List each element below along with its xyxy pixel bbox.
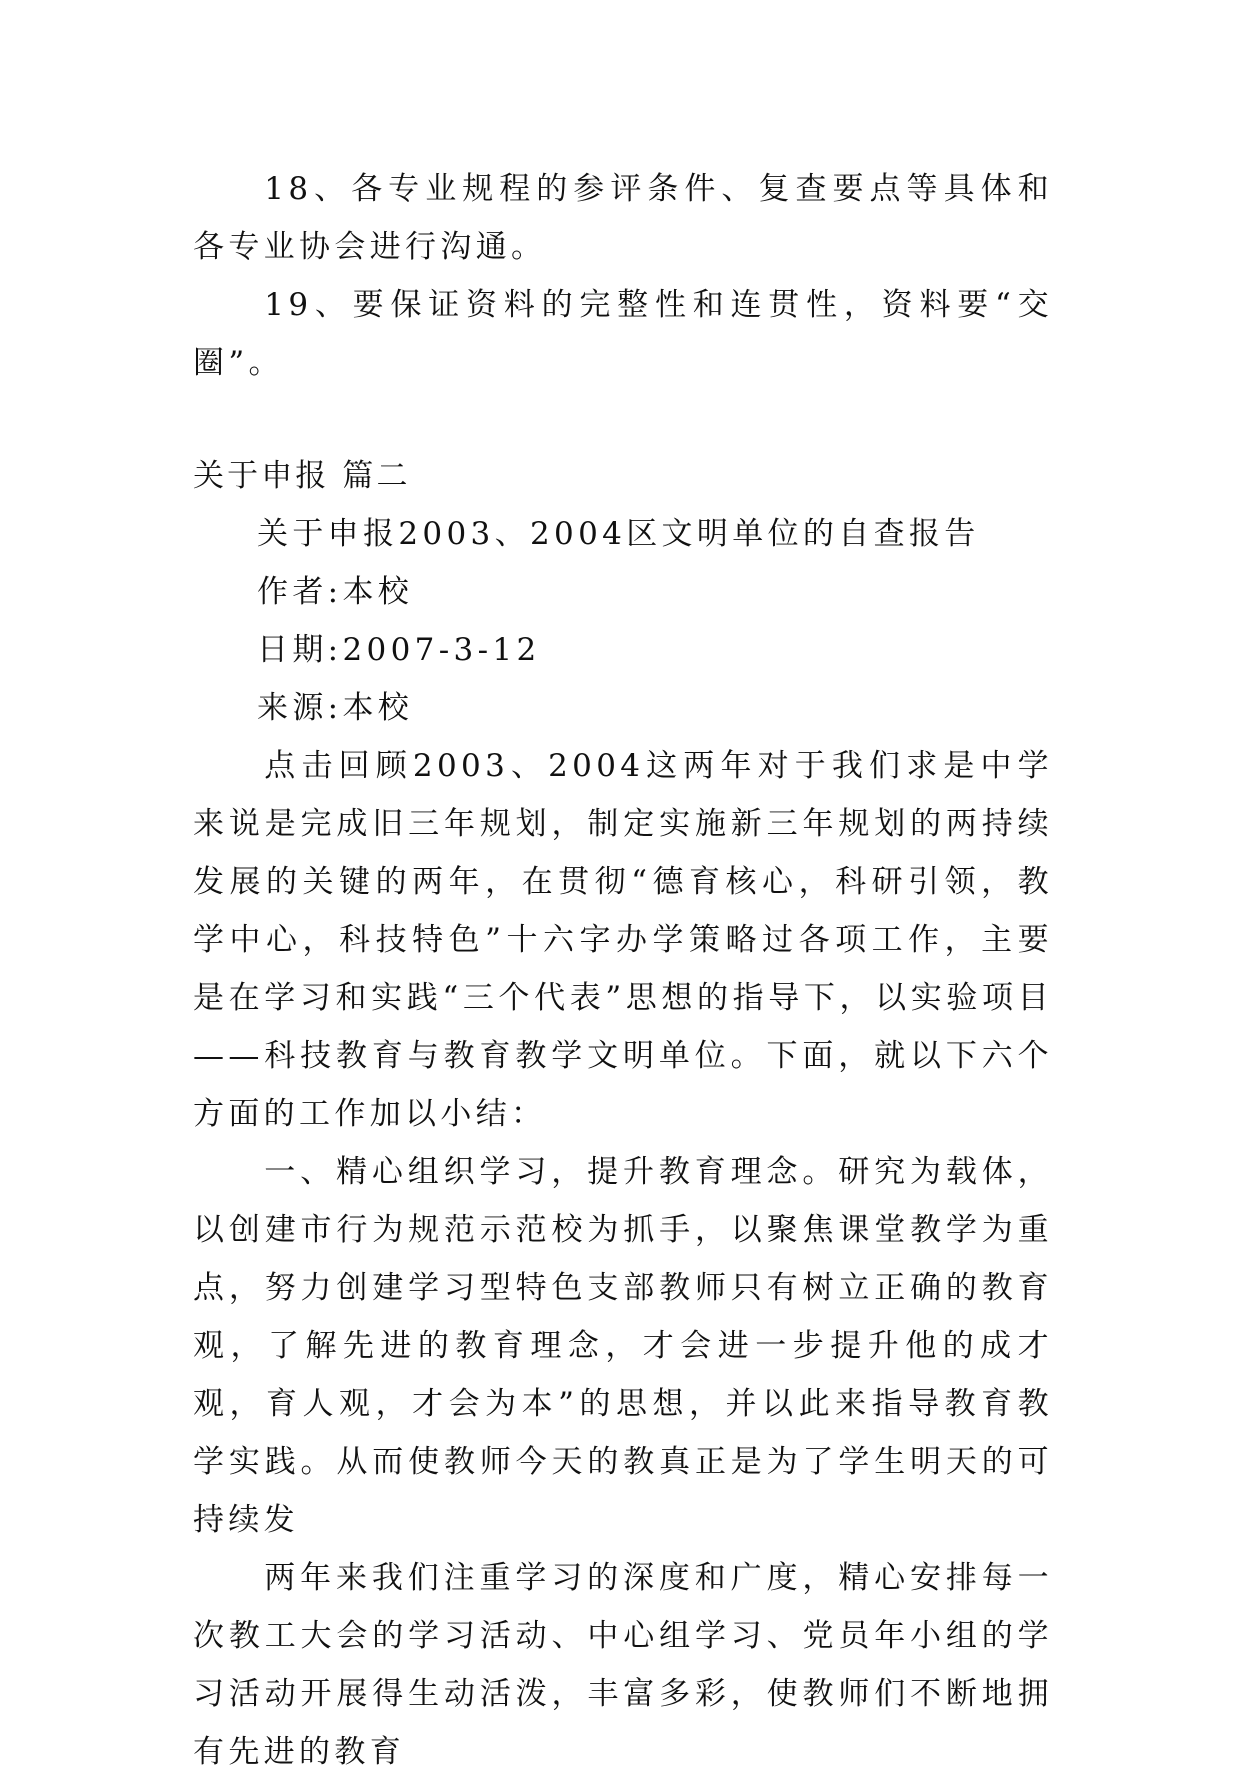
document-body <box>193 160 1053 1781</box>
list-item-19: 19、要保证资料的完整性和连贯性，资料要“交圈”。 <box>193 287 1053 381</box>
list-item-18: 18、各专业规程的参评条件、复查要点等具体和各专业协会进行沟通。 <box>193 171 1053 265</box>
section-heading: 关于申报 篇二 <box>193 458 411 494</box>
source-line: 来源:本校 <box>257 690 414 726</box>
date-line: 日期:2007-3-12 <box>257 632 541 668</box>
body-paragraph-2: 一、精心组织学习，提升教育理念。研究为载体，以创建市行为规范示范校为抓手，以聚焦课堂教学为重点，努力创建学习型特色支部教师只有树立正确的教育观，了解先进的教育理念，才会进一步提升他的成才观，育人观，才会为本”的思想，并以此来指导教育教学实践。从而使教师今天的教真正是为了学生明天的可持续发 <box>193 1154 1053 1538</box>
body-paragraph-3: 两年来我们注重学习的深度和广度，精心安排每一次教工大会的学习活动、中心组学习、党员年小组的学习活动开展得生动活泼，丰富多彩，使教师们不断地拥有先进的教育 <box>193 1560 1053 1770</box>
author-line: 作者:本校 <box>257 574 414 610</box>
report-title: 关于申报2003、2004区文明单位的自查报告 <box>257 516 980 552</box>
body-paragraph-1: 点击回顾2003、2004这两年对于我们求是中学来说是完成旧三年规划，制定实施新三年规划的两持续发展的关键的两年，在贯彻“德育核心，科研引领，教学中心，科技特色”十六字办学策略过各项工作，主要是在学习和实践“三个代表”思想的指导下，以实验项目——科技教育与教育教学文明单位。下面，就以下六个方面的工作加以小结： <box>193 748 1053 1132</box>
